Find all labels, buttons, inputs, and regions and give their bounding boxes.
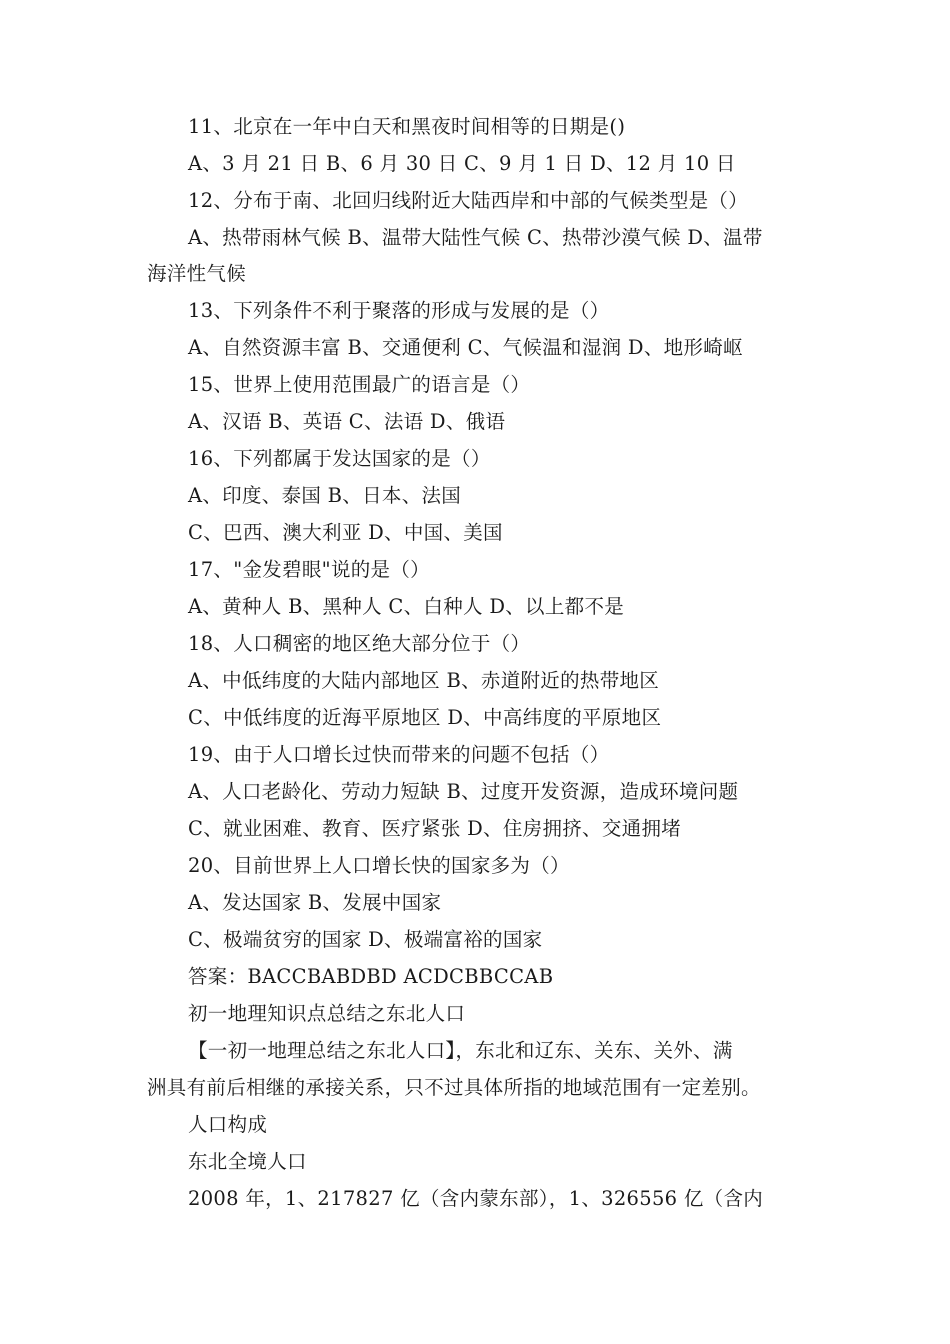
question-15: 15、世界上使用范围最广的语言是（）: [188, 373, 531, 396]
question-20-options-ab: A、发达国家 B、发展中国家: [188, 891, 442, 914]
subheading-northeast-population: 东北全境人口: [188, 1150, 307, 1173]
question-11-options: A、3 月 21 日 B、6 月 30 日 C、9 月 1 日 D、12 月 10 日: [188, 152, 736, 175]
question-18: 18、人口稠密的地区绝大部分位于（）: [188, 632, 531, 655]
question-12: 12、分布于南、北回归线附近大陆西岸和中部的气候类型是（）: [188, 189, 749, 212]
intro-paragraph-line-1: 【一初一地理总结之东北人口】，东北和辽东、关东、关外、满: [188, 1039, 733, 1062]
question-20: 20、目前世界上人口增长快的国家多为（）: [188, 854, 570, 877]
question-16-options-cd: C、巴西、澳大利亚 D、中国、美国: [188, 521, 503, 544]
section-title: 初一地理知识点总结之东北人口: [188, 1002, 466, 1025]
question-16-options-ab: A、印度、泰国 B、日本、法国: [188, 484, 462, 507]
question-15-options: A、汉语 B、英语 C、法语 D、俄语: [188, 410, 506, 433]
question-12-options: A、热带雨林气候 B、温带大陆性气候 C、热带沙漠气候 D、温带: [188, 226, 763, 249]
question-13: 13、下列条件不利于聚落的形成与发展的是（）: [188, 299, 610, 322]
question-20-options-cd: C、极端贫穷的国家 D、极端富裕的国家: [188, 928, 543, 951]
question-18-options-ab: A、中低纬度的大陆内部地区 B、赤道附近的热带地区: [188, 669, 660, 692]
question-11: 11、北京在一年中白天和黑夜时间相等的日期是(): [188, 115, 626, 138]
intro-paragraph-line-2: 洲具有前后相继的承接关系，只不过具体所指的地域范围有一定差别。: [147, 1076, 761, 1099]
question-12-options-cont: 海洋性气候: [147, 262, 247, 285]
question-17: 17、"金发碧眼"说的是（）: [188, 558, 430, 581]
question-18-options-cd: C、中低纬度的近海平原地区 D、中高纬度的平原地区: [188, 706, 662, 729]
population-data-line: 2008 年，1、217827 亿（含内蒙东部），1、326556 亿（含内: [188, 1187, 764, 1210]
subheading-population-composition: 人口构成: [188, 1113, 268, 1136]
question-19-options-ab: A、人口老龄化、劳动力短缺 B、过度开发资源，造成环境问题: [188, 780, 739, 803]
question-16: 16、下列都属于发达国家的是（）: [188, 447, 491, 470]
question-17-options: A、黄种人 B、黑种人 C、白种人 D、以上都不是: [188, 595, 625, 618]
answer-key: 答案：BACCBABDBD ACDCBBCCAB: [188, 965, 554, 988]
question-19: 19、由于人口增长过快而带来的问题不包括（）: [188, 743, 610, 766]
question-19-options-cd: C、就业困难、教育、医疗紧张 D、住房拥挤、交通拥堵: [188, 817, 682, 840]
question-13-options: A、自然资源丰富 B、交通便利 C、气候温和湿润 D、地形崎岖: [188, 336, 743, 359]
